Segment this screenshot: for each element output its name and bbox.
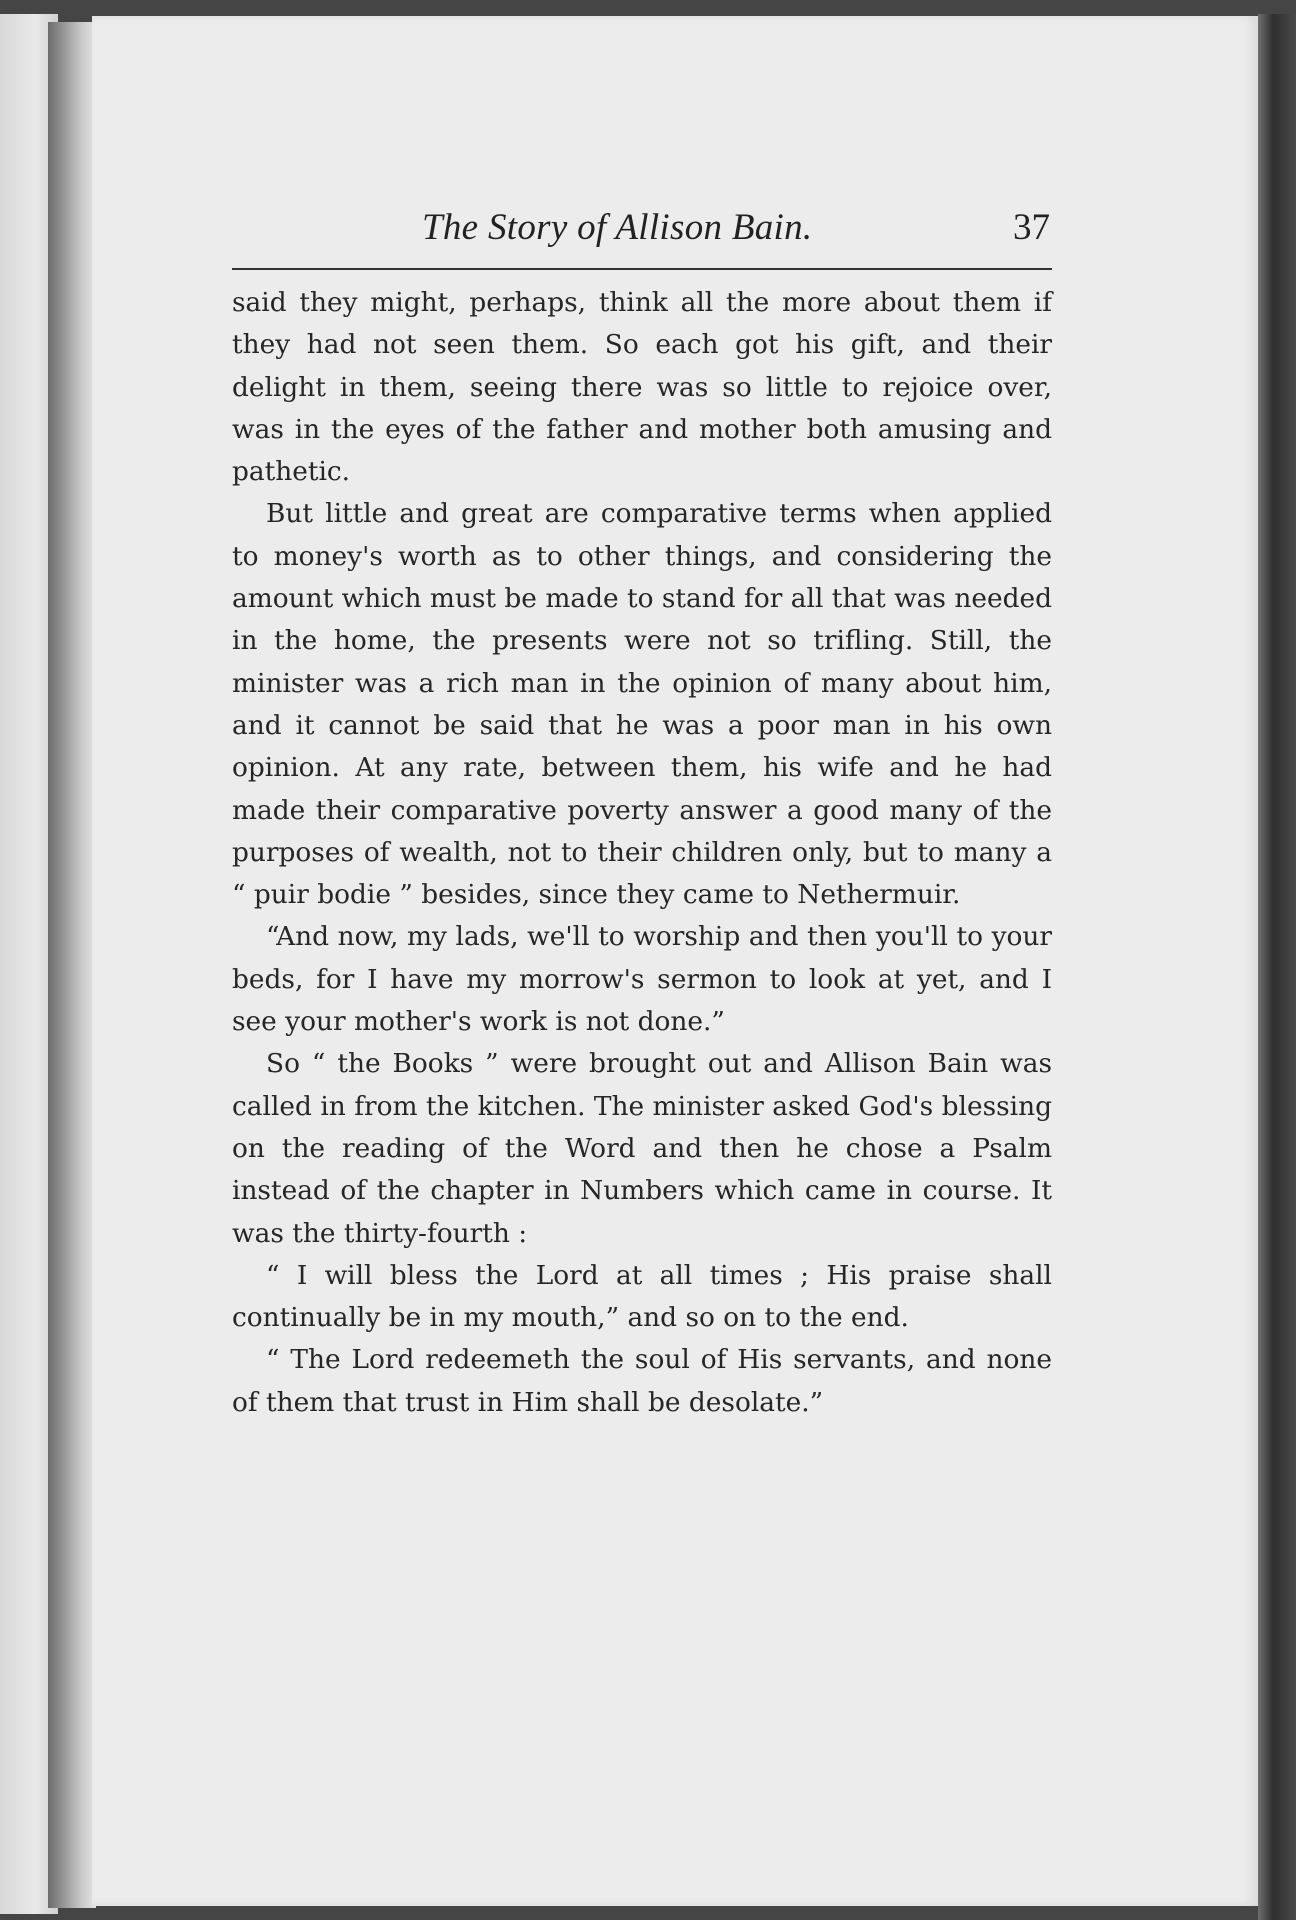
paragraph-2: But little and great are comparative terms when applied to money's worth as to other things, and considering the amount which must be made to stand for all that was needed in the home, the presents were not so trifling. Still, the minister was a rich man in the opinion of many about him, and it cannot be said that he was a poor man in his own opinion. At any rate, between them, his wife and he had made their comparative poverty answer a good many of the purposes of wealth, not to their children only, but to many a “ puir bodie ” besides, since they came to Nethermuir. [232, 498, 1052, 911]
book-cover-edge [1258, 14, 1296, 1920]
body-text [232, 282, 1052, 1424]
header-rule [232, 268, 1052, 270]
running-title: The Story of Allison Bain. [422, 207, 813, 248]
paragraph-4: So “ the Books ” were brought out and Allison Bain was called in from the kitchen. The minister asked God's blessing on the reading of the Word and then he chose a Psalm instead of the chapter in Numbers which came in course. It was the thirty-fourth : [232, 1048, 1052, 1249]
paragraph-5: “ I will bless the Lord at all times ; His praise shall continually be in my mouth,” and so on to the end. [232, 1259, 1052, 1334]
page-number: 37 [1013, 207, 1050, 248]
book-spine-shadow [48, 22, 96, 1908]
paragraph-3: “And now, my lads, we'll to worship and then you'll to your beds, for I have my morrow's sermon to look at yet, and I see your mother's work is not done.” [232, 921, 1052, 1038]
page-header [232, 206, 1052, 266]
paragraph-6: “ The Lord redeemeth the soul of His servants, and none of them that trust in Him shall be desolate.” [232, 1344, 1052, 1418]
paragraph-1: said they might, perhaps, think all the more about them if they had not seen them. So each got his gift, and their delight in them, seeing there was so little to rejoice over, was in the eyes of the father and mother both amusing and pathetic. [232, 287, 1052, 488]
